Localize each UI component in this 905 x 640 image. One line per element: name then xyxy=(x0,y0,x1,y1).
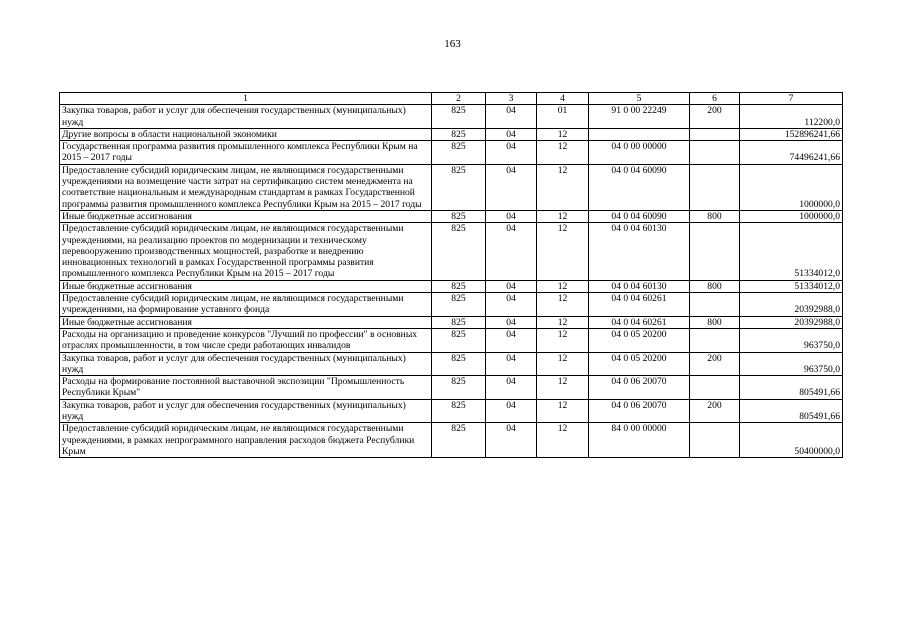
row-target-article-code xyxy=(589,128,690,140)
row-amount: 50400000,0 xyxy=(740,423,843,458)
header-col-2: 2 xyxy=(432,93,486,105)
row-expense-type-code: 200 xyxy=(690,352,740,376)
row-amount: 1000000,0 xyxy=(740,210,843,222)
row-target-article-code: 04 0 06 20070 xyxy=(589,399,690,423)
row-description: Иные бюджетные ассигнования xyxy=(60,280,432,292)
row-subsection-code: 12 xyxy=(537,399,589,423)
row-subsection-code: 12 xyxy=(537,223,589,280)
table-row xyxy=(60,164,843,210)
table-row xyxy=(60,223,843,280)
row-ministry-code: 825 xyxy=(432,376,486,400)
row-section-code: 04 xyxy=(486,423,537,458)
row-amount: 152896241,66 xyxy=(740,128,843,140)
row-subsection-code: 12 xyxy=(537,210,589,222)
row-target-article-code: 04 0 04 60090 xyxy=(589,210,690,222)
table-row xyxy=(60,376,843,400)
row-expense-type-code: 800 xyxy=(690,316,740,328)
row-expense-type-code xyxy=(690,164,740,210)
row-subsection-code: 12 xyxy=(537,280,589,292)
row-section-code: 04 xyxy=(486,316,537,328)
row-expense-type-code xyxy=(690,293,740,317)
table-row xyxy=(60,352,843,376)
row-target-article-code: 91 0 00 22249 xyxy=(589,105,690,129)
table-header-row xyxy=(60,93,843,105)
row-target-article-code: 04 0 04 60130 xyxy=(589,280,690,292)
row-subsection-code: 12 xyxy=(537,293,589,317)
row-target-article-code: 04 0 05 20200 xyxy=(589,352,690,376)
row-subsection-code: 12 xyxy=(537,316,589,328)
row-subsection-code: 12 xyxy=(537,164,589,210)
row-ministry-code: 825 xyxy=(432,223,486,280)
row-description: Иные бюджетные ассигнования xyxy=(60,210,432,222)
row-target-article-code: 04 0 04 60130 xyxy=(589,223,690,280)
row-expense-type-code: 200 xyxy=(690,105,740,129)
table-row xyxy=(60,328,843,352)
row-section-code: 04 xyxy=(486,105,537,129)
table-row xyxy=(60,399,843,423)
row-target-article-code: 04 0 06 20070 xyxy=(589,376,690,400)
row-ministry-code: 825 xyxy=(432,280,486,292)
row-description: Расходы на формирование постоянной выставочной экспозиции "Промышленность Республики Крым" xyxy=(60,376,432,400)
row-ministry-code: 825 xyxy=(432,128,486,140)
row-expense-type-code xyxy=(690,423,740,458)
row-section-code: 04 xyxy=(486,223,537,280)
row-ministry-code: 825 xyxy=(432,141,486,165)
table-row xyxy=(60,141,843,165)
table-row xyxy=(60,105,843,129)
row-expense-type-code xyxy=(690,328,740,352)
row-target-article-code: 84 0 00 00000 xyxy=(589,423,690,458)
row-amount: 51334012,0 xyxy=(740,280,843,292)
row-section-code: 04 xyxy=(486,128,537,140)
row-description: Закупка товаров, работ и услуг для обеспечения государственных (муниципальных) нужд xyxy=(60,399,432,423)
row-ministry-code: 825 xyxy=(432,164,486,210)
row-subsection-code: 12 xyxy=(537,128,589,140)
table-row xyxy=(60,316,843,328)
table-row xyxy=(60,423,843,458)
row-amount: 74496241,66 xyxy=(740,141,843,165)
row-target-article-code: 04 0 04 60261 xyxy=(589,293,690,317)
row-section-code: 04 xyxy=(486,328,537,352)
table-row xyxy=(60,128,843,140)
row-expense-type-code: 200 xyxy=(690,399,740,423)
row-amount: 51334012,0 xyxy=(740,223,843,280)
table-row xyxy=(60,293,843,317)
row-target-article-code: 04 0 04 60090 xyxy=(589,164,690,210)
row-description: Закупка товаров, работ и услуг для обеспечения государственных (муниципальных) нужд xyxy=(60,352,432,376)
row-description: Другие вопросы в области национальной экономики xyxy=(60,128,432,140)
row-expense-type-code xyxy=(690,128,740,140)
header-col-3: 3 xyxy=(486,93,537,105)
row-subsection-code: 12 xyxy=(537,141,589,165)
row-expense-type-code xyxy=(690,223,740,280)
row-subsection-code: 01 xyxy=(537,105,589,129)
row-ministry-code: 825 xyxy=(432,316,486,328)
header-col-1: 1 xyxy=(60,93,432,105)
row-expense-type-code: 800 xyxy=(690,210,740,222)
page-number: 163 xyxy=(444,38,461,50)
row-section-code: 04 xyxy=(486,352,537,376)
row-subsection-code: 12 xyxy=(537,328,589,352)
row-expense-type-code xyxy=(690,141,740,165)
row-amount: 112200,0 xyxy=(740,105,843,129)
row-subsection-code: 12 xyxy=(537,352,589,376)
row-amount: 20392988,0 xyxy=(740,316,843,328)
row-ministry-code: 825 xyxy=(432,399,486,423)
budget-table xyxy=(59,92,843,458)
row-amount: 1000000,0 xyxy=(740,164,843,210)
row-amount: 963750,0 xyxy=(740,352,843,376)
table-row xyxy=(60,210,843,222)
row-target-article-code: 04 0 05 20200 xyxy=(589,328,690,352)
row-description: Закупка товаров, работ и услуг для обеспечения государственных (муниципальных) нужд xyxy=(60,105,432,129)
row-expense-type-code xyxy=(690,376,740,400)
row-target-article-code: 04 0 00 00000 xyxy=(589,141,690,165)
row-amount: 20392988,0 xyxy=(740,293,843,317)
row-description: Предоставление субсидий юридическим лицам, не являющимся государственными учреждениями, на формирование уставного фонда xyxy=(60,293,432,317)
header-col-5: 5 xyxy=(589,93,690,105)
row-section-code: 04 xyxy=(486,141,537,165)
row-ministry-code: 825 xyxy=(432,293,486,317)
row-amount: 963750,0 xyxy=(740,328,843,352)
row-description: Предоставление субсидий юридическим лицам, не являющимся государственными учреждениями на возмещение части затрат на сертификацию систем менеджмента на соответствие национальным и международным стандартам в рамках Государственной программы развития промышленного комплекса Республики Крым на 2015 – 2017 годы xyxy=(60,164,432,210)
row-amount: 805491,66 xyxy=(740,399,843,423)
header-col-4: 4 xyxy=(537,93,589,105)
row-ministry-code: 825 xyxy=(432,210,486,222)
row-description: Предоставление субсидий юридическим лицам, не являющимся государственными учреждениями, на реализацию проектов по модернизации и техническому перевооружению производственных мощностей, разработке и внедрению инновационных технологий в рамках Государственной программы развития промышленного комплекса Республики Крым на 2015 – 2017 годы xyxy=(60,223,432,280)
row-section-code: 04 xyxy=(486,399,537,423)
row-description: Предоставление субсидий юридическим лицам, не являющимся государственными учреждениями, в рамках непрограммного направления расходов бюджета Республики Крым xyxy=(60,423,432,458)
row-section-code: 04 xyxy=(486,376,537,400)
row-description: Расходы на организацию и проведение конкурсов "Лучший по профессии" в основных отраслях промышленности, в том числе среди работающих инвалидов xyxy=(60,328,432,352)
row-section-code: 04 xyxy=(486,210,537,222)
row-ministry-code: 825 xyxy=(432,352,486,376)
row-subsection-code: 12 xyxy=(537,376,589,400)
row-section-code: 04 xyxy=(486,280,537,292)
header-col-7: 7 xyxy=(740,93,843,105)
row-section-code: 04 xyxy=(486,293,537,317)
row-description: Государственная программа развития промышленного комплекса Республики Крым на 2015 – 2017 годы xyxy=(60,141,432,165)
header-col-6: 6 xyxy=(690,93,740,105)
table-row xyxy=(60,280,843,292)
row-section-code: 04 xyxy=(486,164,537,210)
row-description: Иные бюджетные ассигнования xyxy=(60,316,432,328)
row-ministry-code: 825 xyxy=(432,423,486,458)
row-target-article-code: 04 0 04 60261 xyxy=(589,316,690,328)
row-ministry-code: 825 xyxy=(432,328,486,352)
row-expense-type-code: 800 xyxy=(690,280,740,292)
row-ministry-code: 825 xyxy=(432,105,486,129)
row-amount: 805491,66 xyxy=(740,376,843,400)
row-subsection-code: 12 xyxy=(537,423,589,458)
